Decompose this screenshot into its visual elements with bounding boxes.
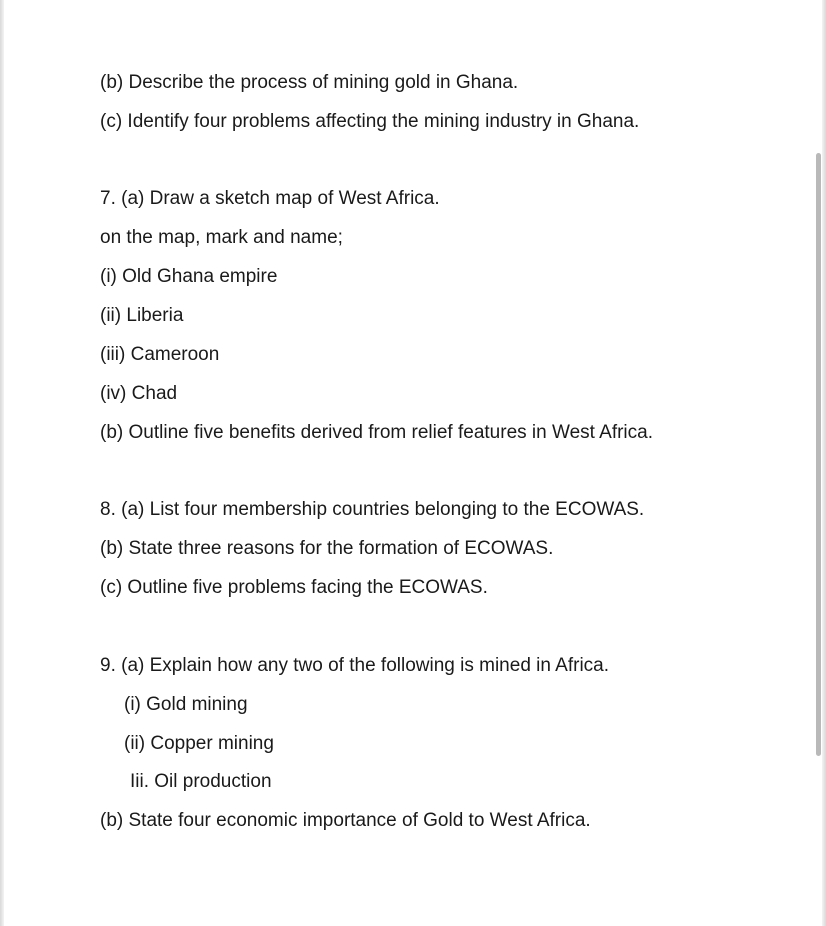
question-7a-item-iv: (iv) Chad bbox=[100, 383, 178, 404]
question-9a-item-i: (i) Gold mining bbox=[124, 694, 248, 715]
page-right-edge bbox=[822, 0, 826, 926]
question-9a: 9. (a) Explain how any two of the following is mined in Africa. bbox=[100, 655, 610, 676]
question-7b: (b) Outline five benefits derived from relief features in West Africa. bbox=[100, 422, 653, 443]
question-6c: (c) Identify four problems affecting the mining industry in Ghana. bbox=[100, 111, 640, 132]
question-7a-instruction: on the map, mark and name; bbox=[100, 227, 343, 248]
question-8b: (b) State three reasons for the formation of ECOWAS. bbox=[100, 538, 554, 559]
question-6b: (b) Describe the process of mining gold in Ghana. bbox=[100, 72, 519, 93]
question-9a-item-iii: Iii. Oil production bbox=[130, 771, 272, 792]
question-9a-item-ii: (ii) Copper mining bbox=[124, 733, 274, 754]
question-7a: 7. (a) Draw a sketch map of West Africa. bbox=[100, 188, 440, 209]
question-8a: 8. (a) List four membership countries belonging to the ECOWAS. bbox=[100, 499, 645, 520]
question-9b: (b) State four economic importance of Gold to West Africa. bbox=[100, 810, 591, 831]
question-7a-item-ii: (ii) Liberia bbox=[100, 305, 184, 326]
question-8c: (c) Outline five problems facing the ECOWAS. bbox=[100, 577, 488, 598]
vertical-scrollbar[interactable] bbox=[816, 153, 821, 756]
page-left-edge bbox=[0, 0, 4, 926]
question-7a-item-iii: (iii) Cameroon bbox=[100, 344, 220, 365]
question-7a-item-i: (i) Old Ghana empire bbox=[100, 266, 278, 287]
